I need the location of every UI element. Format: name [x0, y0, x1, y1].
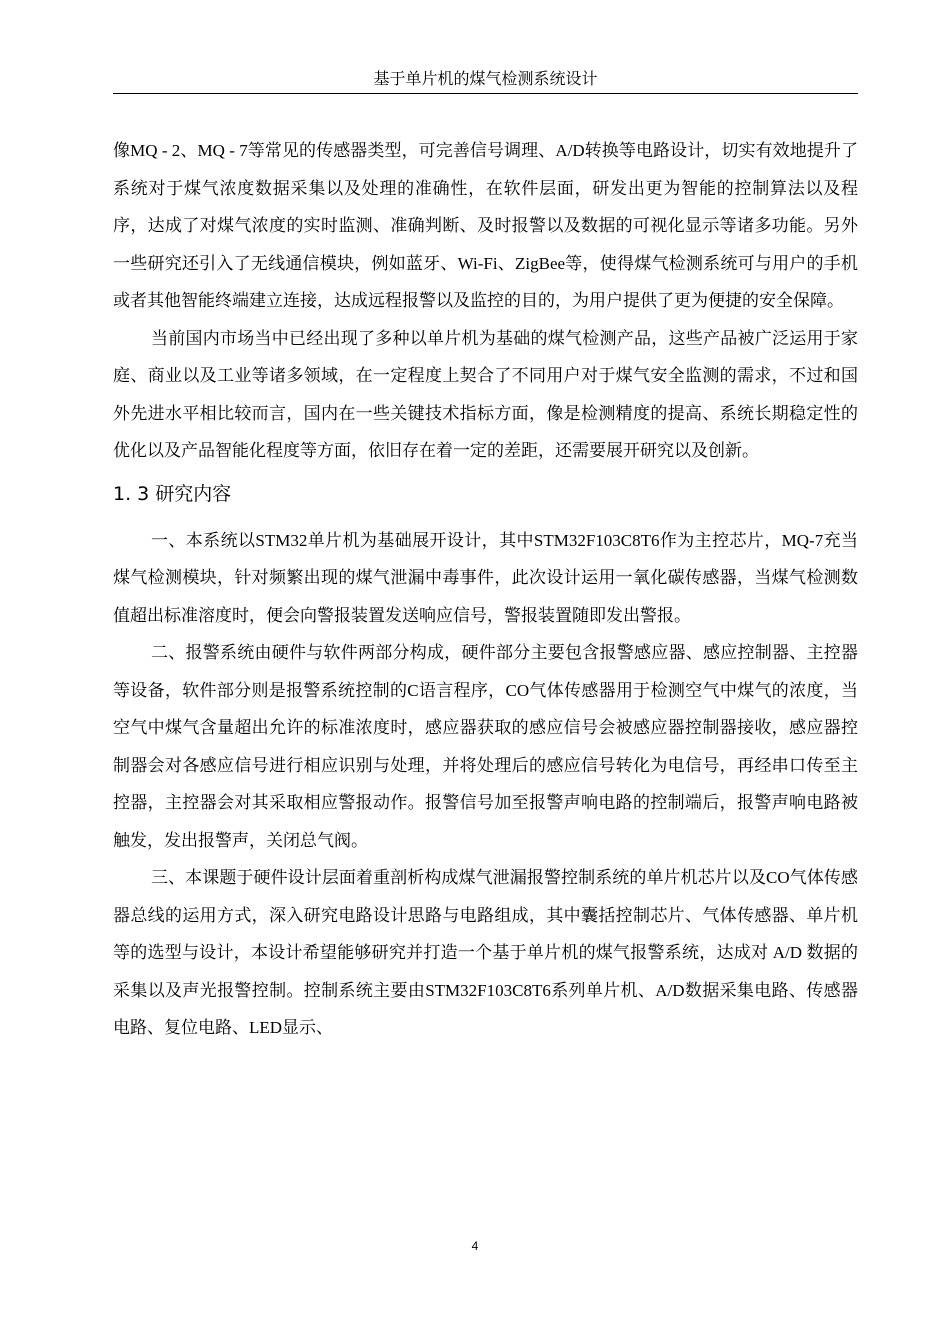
- body-text: [113, 132, 858, 1047]
- paragraph: 一、本系统以STM32单片机为基础展开设计，其中STM32F103C8T6作为主控芯片，MQ-7充当煤气检测模块，针对频繁出现的煤气泄漏中毒事件，此次设计运用一氧化碳传感器，当煤气检测数值超出标准溶度时，便会向警报装置发送响应信号，警报装置随即发出警报。: [113, 530, 858, 625]
- running-header: 基于单片机的煤气检测系统设计: [373, 69, 598, 88]
- paragraph: 当前国内市场当中已经出现了多种以单片机为基础的煤气检测产品，这些产品被广泛运用于家庭、商业以及工业等诸多领域，在一定程度上契合了不同用户对于煤气安全监测的需求，不过和国外先进水平相比较而言，国内在一些关键技术指标方面，像是检测精度的提高、系统长期稳定性的优化以及产品智能化程度等方面，依旧存在着一定的差距，还需要展开研究以及创新。: [113, 328, 858, 460]
- paragraph: 二、报警系统由硬件与软件两部分构成，硬件部分主要包含报警感应器、感应控制器、主控器等设备，软件部分则是报警系统控制的C语言程序，CO气体传感器用于检测空气中煤气的浓度，当空气中煤气含量超出允许的标准浓度时，感应器获取的感应信号会被感应器控制器接收，感应器控制器会对各感应信号进行相应识别与处理，并将处理后的感应信号转化为电信号，再经串口传至主控器，主控器会对其采取相应警报动作。报警信号加至报警声响电路的控制端后，报警声响电路被触发，发出报警声，关闭总气阀。: [113, 643, 858, 850]
- page-number: 4: [471, 1239, 479, 1253]
- section-heading: 1. 3 研究内容: [113, 482, 232, 505]
- paragraph: 像MQ - 2、MQ - 7等常见的传感器类型，可完善信号调理、A/D转换等电路设计，切实有效地提升了系统对于煤气浓度数据采集以及处理的准确性，在软件层面，研发出更为智能的控制算法以及程序，达成了对煤气浓度的实时监测、准确判断、及时报警以及数据的可视化显示等诸多功能。另外一些研究还引入了无线通信模块，例如蓝牙、Wi-Fi、ZigBee等，使得煤气检测系统可与用户的手机或者其他智能终端建立连接，达成远程报警以及监控的目的，为用户提供了更为便捷的安全保障。: [113, 141, 858, 310]
- header-rule: [113, 93, 858, 94]
- paragraph: 三、本课题于硬件设计层面着重剖析构成煤气泄漏报警控制系统的单片机芯片以及CO气体传感器总线的运用方式，深入研究电路设计思路与电路组成，其中囊括控制芯片、气体传感器、单片机等的选型与设计，本设计希望能够研究并打造一个基于单片机的煤气报警系统，达成对 A/D 数据的采集以及声光报警控制。控制系统主要由STM32F103C8T6系列单片机、A/D数据采集电路、传感器电路、复位电路、LED显示、: [113, 868, 858, 1037]
